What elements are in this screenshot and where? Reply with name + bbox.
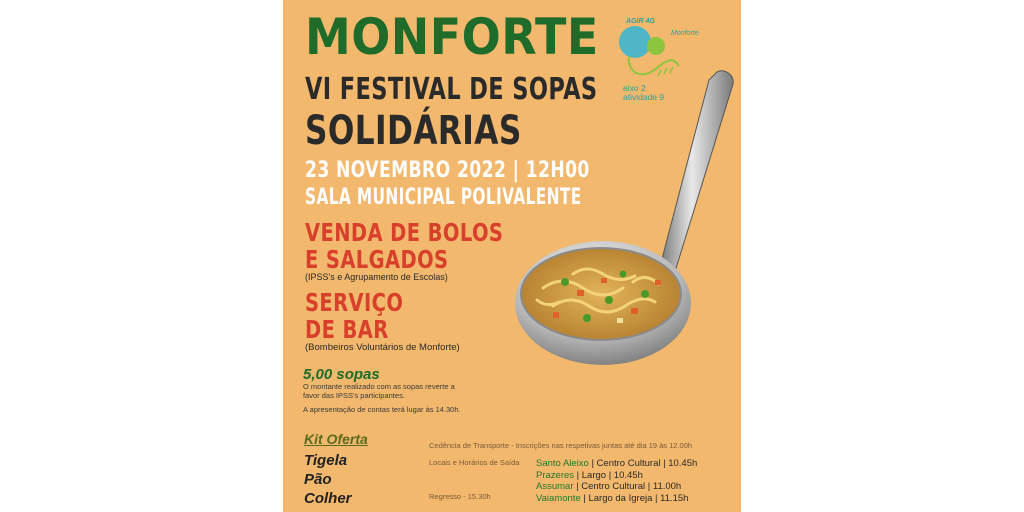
- logo-activity: atividade 9: [623, 92, 665, 102]
- return-label: Regresso - 15.30h: [429, 492, 491, 501]
- stop-place: Vaiamonte: [536, 493, 581, 504]
- accounts-note: A apresentação de contas terá lugar às 14.30h.: [303, 405, 461, 414]
- kit-item-colher: Colher: [304, 490, 352, 507]
- transport-note: Cedência de Transporte - Inscrições nas respetivas juntas até dia 19 às 12.00h: [429, 441, 693, 450]
- soup-price: 5,00 sopas: [303, 366, 380, 383]
- stop-detail: | Largo da Igreja | 11.15h: [580, 493, 689, 504]
- bar-heading-1: SERVIÇO: [305, 288, 404, 317]
- stop-place: Prazeres: [536, 470, 575, 481]
- bar-note: (Bombeiros Voluntários de Monforte): [305, 342, 460, 353]
- stop-detail: | Centro Cultural | 10.45h: [588, 458, 698, 469]
- kit-item-tigela: Tigela: [304, 452, 348, 469]
- stop-detail: | Centro Cultural | 11.00h: [573, 481, 682, 492]
- event-date: 23 NOVEMBRO 2022 | 12H00: [305, 158, 590, 183]
- poster-title: MONFORTE: [305, 8, 599, 66]
- stop-row: [536, 458, 697, 469]
- bar-heading-2: DE BAR: [305, 315, 389, 344]
- festival-line: VI FESTIVAL DE SOPAS: [305, 72, 598, 107]
- kit-item-pao: Pão: [304, 471, 332, 488]
- logo-axis: eixo 2: [623, 83, 646, 93]
- stop-row: [536, 481, 681, 492]
- stop-row: [536, 470, 643, 481]
- stop-place: Santo Aleixo: [536, 458, 589, 469]
- soup-ladle-icon: [513, 68, 741, 378]
- sale-heading-2: E SALGADOS: [305, 245, 449, 274]
- revenue-note: O montante realizado com as sopas reverte a favor das IPSS's participantes.: [303, 382, 455, 400]
- sale-heading-1: VENDA DE BOLOS: [305, 218, 504, 247]
- sale-note: (IPSS's e Agrupamento de Escolas): [305, 272, 448, 282]
- festival-line-solidarias: SOLIDÁRIAS: [305, 108, 522, 154]
- logo-place: Monforte: [671, 30, 699, 37]
- stop-place: Assumar: [536, 481, 574, 492]
- stop-detail: | Largo | 10.45h: [574, 470, 643, 481]
- kit-title: Kit Oferta: [304, 431, 368, 447]
- stop-row: [536, 493, 688, 504]
- festival-poster: [283, 0, 741, 512]
- logo-name: AGIR 4G: [626, 18, 655, 25]
- locations-label: Locais e Horários de Saída: [429, 458, 520, 467]
- event-venue: SALA MUNICIPAL POLIVALENTE: [305, 185, 582, 210]
